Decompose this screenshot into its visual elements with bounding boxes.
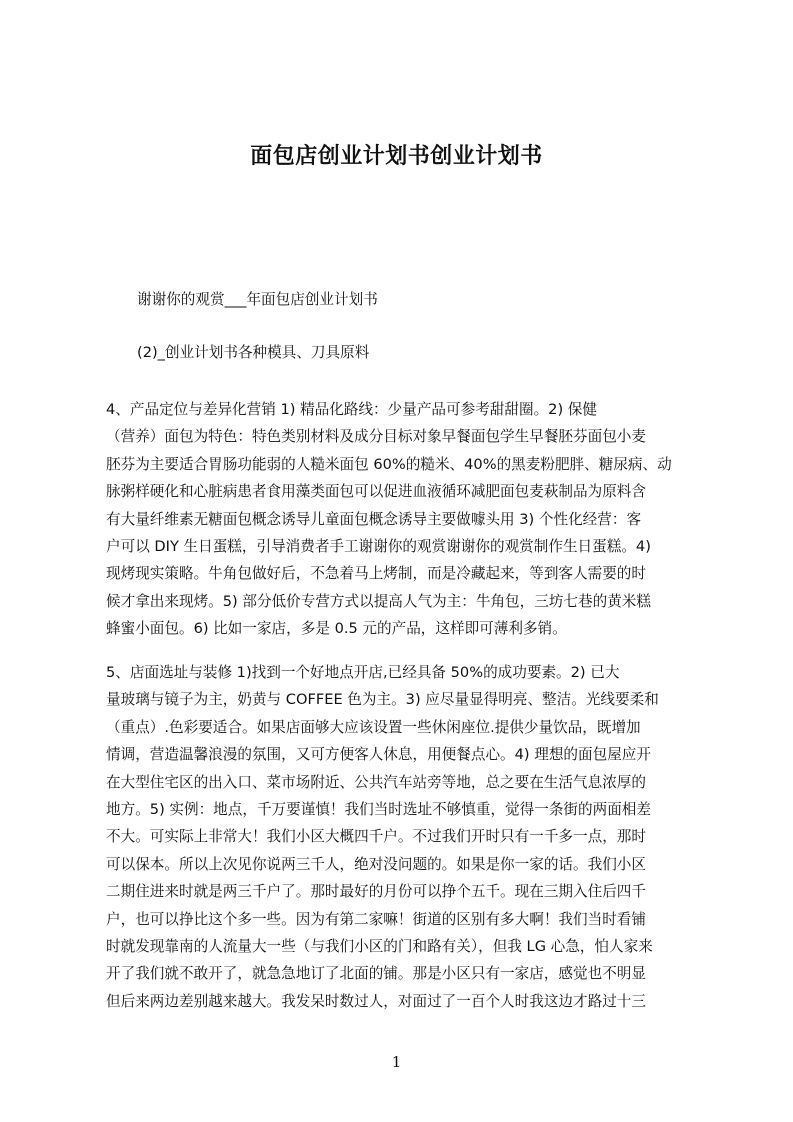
text-line: 地方。5) 实例：地点，千万要谨慎！我们当时选址不够慎重，觉得一条街的两面相差: [106, 800, 651, 818]
text-line: 户，也可以挣比这个多一些。因为有第二家嘛！街道的区别有多大啊！我们当时看铺: [106, 910, 646, 928]
text-line: 候才拿出来现烤。5) 部分低价专营方式以提高人气为主：牛角包，三坊七巷的黄米糕: [106, 592, 651, 610]
text-line: 但后来两边差别越来越大。我发呆时数过人，对面过了一百个人时我这边才路过十三: [106, 992, 646, 1010]
text-line: 开了我们就不敢开了，就急急地订了北面的铺。那是小区只有一家店，感觉也不明显: [106, 965, 646, 983]
text-line: 时就发现靠南的人流量大一些（与我们小区的门和路有关），但我 LG 心急，怕人家来: [106, 937, 653, 955]
text-line: 在大型住宅区的出入口、菜市场附近、公共汽车站旁等地，总之要在生活气息浓厚的: [106, 773, 646, 791]
text-line: 蜂蜜小面包。6) 比如一家店，多是 0.5 元的产品，这样即可薄利多销。: [106, 620, 567, 638]
text-line: 可以保本。所以上次见你说两三千人，绝对没问题的。如果是你一家的话。我们小区: [106, 855, 646, 873]
text-line: 5、店面选址与装修 1)找到一个好地点开店,已经具备 50%的成功要素。2) 已大: [106, 664, 620, 681]
text-line: 胚芬为主要适合胃肠功能弱的人糙米面包 60%的糙米、40%的黑麦粉肥胖、糖尿病、动: [106, 455, 672, 473]
text-line: 脉粥样硬化和心脏病患者食用藻类面包可以促进血液循环减肥面包麦萩制品为原料含: [106, 483, 646, 501]
text-line: 量玻璃与镜子为主，奶黄与 COFFEE 色为主。3) 应尽量显得明亮、整洁。光线要柔和: [106, 691, 659, 709]
section-5-paragraph: [106, 659, 697, 1015]
text-line: 不大。可实际上非常大！我们小区大概四千户。不过我们开时只有一千多一点，那时: [106, 828, 646, 846]
page-title: 面包店创业计划书创业计划书: [250, 144, 543, 169]
text-line: （营养）面包为特色：特色类别材料及成分目标对象早餐面包学生早餐胚芬面包小麦: [106, 428, 646, 446]
section-4-paragraph: [106, 396, 697, 643]
text-line: 情调，营造温馨浪漫的氛围，又可方便客人休息，用便餐点心。4) 理想的面包屋应开: [106, 746, 651, 764]
page-number: 1: [391, 1053, 402, 1071]
text-line: 户可以 DIY 生日蛋糕，引导消费者手工谢谢你的观赏谢谢你的观赏制作生日蛋糕。4): [106, 537, 651, 555]
item-paragraph: (2)_创业计划书各种模具、刀具原料: [137, 344, 370, 361]
text-line: 有大量纤维素无糖面包概念诱导儿童面包概念诱导主要做噱头用 3) 个性化经营：客: [106, 510, 642, 528]
text-line: 4、产品定位与差异化营销 1) 精品化路线：少量产品可参考甜甜圈。2) 保健: [106, 401, 597, 418]
text-line: 二期住进来时就是两三千户了。那时最好的月份可以挣个五千。现在三期入住后四千: [106, 883, 646, 901]
intro-paragraph: 谢谢你的观赏___年面包店创业计划书: [137, 291, 378, 308]
text-line: （重点）.色彩要适合。如果店面够大应该设置一些休闲座位.提供少量饮品，既增加: [106, 718, 641, 736]
text-line: 现烤现实策略。牛角包做好后，不急着马上烤制，而是冷藏起来，等到客人需要的时: [106, 565, 646, 583]
